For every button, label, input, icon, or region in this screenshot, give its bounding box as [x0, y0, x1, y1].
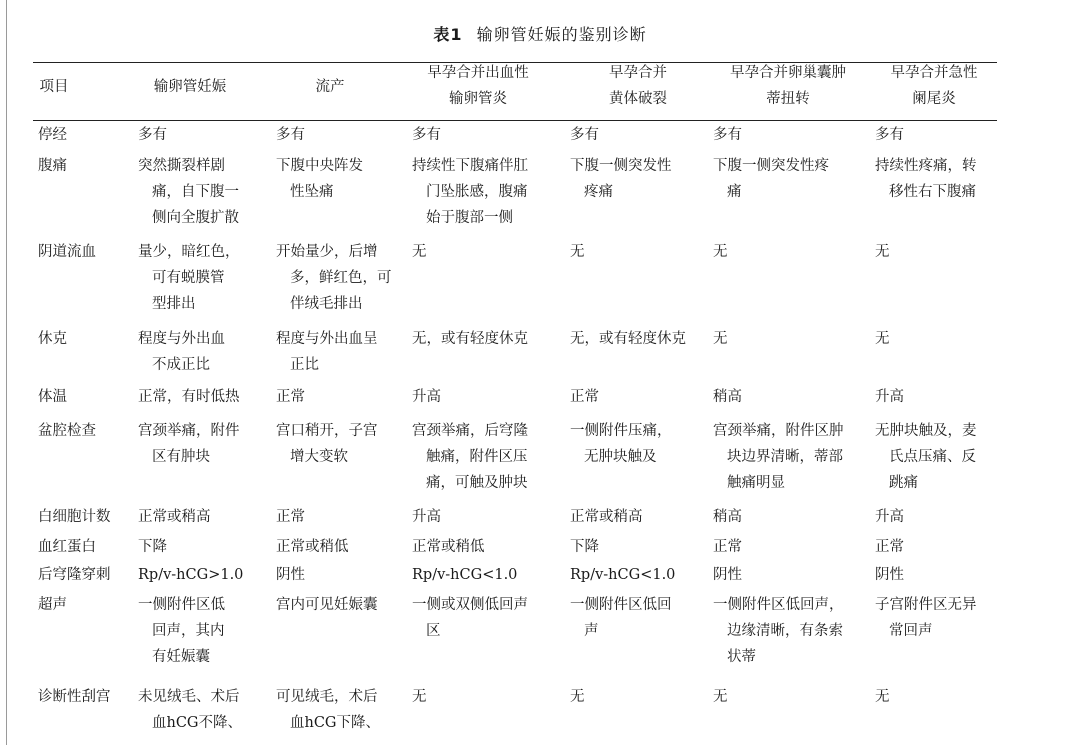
table-cell: 无 — [875, 689, 890, 705]
table-cell: 回声，其内 — [152, 623, 225, 639]
table-cell: 多有 — [713, 127, 742, 143]
table-cell: 无肿块触及 — [584, 449, 657, 465]
table-cell: 痛，自下腹一 — [152, 184, 239, 200]
table-cell: 状蒂 — [727, 649, 756, 665]
table-cell: 不成正比 — [152, 357, 210, 373]
table-cell: 正常 — [276, 389, 305, 405]
table-cell: 一侧附件区低回 — [570, 597, 672, 613]
row-label: 体温 — [38, 389, 67, 405]
table-cell: 正常 — [570, 389, 599, 405]
table-cell: 可有蜕膜管 — [152, 270, 225, 286]
table-cell: 正比 — [290, 357, 319, 373]
table-cell: 正常 — [875, 539, 904, 555]
table-cell: 正常，有时低热 — [138, 389, 240, 405]
table-cell: 常回声 — [889, 623, 933, 639]
table-number: 表1 — [433, 25, 463, 44]
table-cell: 正常或稍低 — [412, 539, 485, 555]
table-cell: 可见绒毛，术后 — [276, 689, 378, 705]
table-cell: 稍高 — [713, 509, 742, 525]
table-cell: 宫口稍开，子宫 — [276, 423, 378, 439]
table-cell: 宫颈举痛，附件区肿 — [713, 423, 844, 439]
table-cell: 下腹一侧突发性 — [570, 158, 672, 174]
table-cell: 升高 — [875, 389, 904, 405]
table-cell: 阴性 — [713, 567, 742, 583]
table-cell: 多有 — [412, 127, 441, 143]
table-cell: 持续性下腹痛伴肛 — [412, 158, 528, 174]
header-cell: 早孕合并急性 — [890, 65, 978, 81]
table-cell: 始于腹部一侧 — [426, 210, 513, 226]
table-cell: 无 — [570, 689, 585, 705]
row-label: 盆腔检查 — [38, 423, 96, 439]
table-cell: 无 — [713, 689, 728, 705]
table-cell: 稍高 — [713, 389, 742, 405]
table-cell: 多有 — [875, 127, 904, 143]
row-label: 阴道流血 — [38, 244, 96, 260]
table-cell: 下降 — [570, 539, 599, 555]
table-cell: 移性右下腹痛 — [889, 184, 976, 200]
row-label: 血红蛋白 — [38, 539, 96, 555]
table-cell: 痛 — [727, 184, 742, 200]
row-label: 超声 — [38, 597, 67, 613]
table-cell: 声 — [584, 623, 599, 639]
header-cell: 早孕合并 — [609, 65, 667, 81]
table-cell: 下腹一侧突发性疼 — [713, 158, 829, 174]
table-cell: 正常或稍高 — [570, 509, 643, 525]
table-cell: Rp/v-hCG<1.0 — [570, 567, 676, 583]
table-cell: 开始量少，后增 — [276, 244, 378, 260]
row-label: 后穹隆穿刺 — [38, 567, 111, 583]
table-cell: 正常或稍高 — [138, 509, 211, 525]
table-cell: 触痛明显 — [727, 475, 785, 491]
table-cell: 触痛，附件区压 — [426, 449, 528, 465]
table-cell: 未见绒毛、术后 — [138, 689, 240, 705]
table-cell: 无，或有轻度休克 — [570, 331, 686, 347]
table-cell: 增大变软 — [290, 449, 348, 465]
row-label: 休克 — [38, 331, 67, 347]
table-cell: 性坠痛 — [290, 184, 334, 200]
table-cell: 宫颈举痛，后穹隆 — [412, 423, 528, 439]
table-cell: 无 — [713, 244, 728, 260]
row-label: 停经 — [38, 127, 67, 143]
table-cell: 血hCG不降、 — [152, 715, 243, 731]
table-cell: 无 — [570, 244, 585, 260]
row-label: 诊断性刮宫 — [38, 689, 111, 705]
table-cell: 无 — [875, 331, 890, 347]
header-cell: 流产 — [315, 79, 345, 95]
table-cell: 宫颈举痛，附件 — [138, 423, 240, 439]
table-cell: 无 — [875, 244, 890, 260]
table-cell: Rp/v-hCG<1.0 — [412, 567, 518, 583]
table-cell: 程度与外出血呈 — [276, 331, 378, 347]
table-cell: 块边界清晰，蒂部 — [727, 449, 843, 465]
table-cell: 一侧附件区低 — [138, 597, 225, 613]
table-cell: 痛，可触及肿块 — [426, 475, 528, 491]
table-cell: 多，鲜红色，可 — [290, 270, 392, 286]
table-cell: 血hCG下降、 — [290, 715, 381, 731]
table-cell: 氏点压痛、反 — [889, 449, 976, 465]
table-cell: 无 — [713, 331, 728, 347]
table-cell: 无，或有轻度休克 — [412, 331, 528, 347]
table-cell: 区 — [426, 623, 441, 639]
table-cell: Rp/v-hCG>1.0 — [138, 567, 244, 583]
table-cell: 多有 — [276, 127, 305, 143]
row-label: 腹痛 — [38, 158, 67, 174]
table-cell: 型排出 — [152, 296, 196, 312]
table-cell: 边缘清晰，有条索 — [727, 623, 843, 639]
table-cell: 下腹中央阵发 — [276, 158, 363, 174]
table-cell: 下降 — [138, 539, 167, 555]
table-header-rule — [33, 120, 997, 121]
table-cell: 侧向全腹扩散 — [152, 210, 239, 226]
table-cell: 有妊娠囊 — [152, 649, 210, 665]
table-cell: 持续性疼痛，转 — [875, 158, 977, 174]
table-cell: 正常 — [713, 539, 742, 555]
table-cell: 疼痛 — [584, 184, 613, 200]
table-cell: 一侧附件压痛， — [570, 423, 672, 439]
header-cell: 项目 — [39, 79, 69, 95]
table-cell: 突然撕裂样剧 — [138, 158, 225, 174]
table-cell: 量少，暗红色， — [138, 244, 240, 260]
table-cell: 无 — [412, 689, 427, 705]
table-cell: 升高 — [875, 509, 904, 525]
table-cell: 阴性 — [276, 567, 305, 583]
table-cell: 正常或稍低 — [276, 539, 349, 555]
row-label: 白细胞计数 — [38, 509, 111, 525]
header-cell: 阑尾炎 — [912, 91, 956, 107]
table-cell: 无肿块触及，麦 — [875, 423, 977, 439]
table-cell: 多有 — [570, 127, 599, 143]
header-cell: 输卵管妊娠 — [153, 79, 227, 95]
table-cell: 阴性 — [875, 567, 904, 583]
table-cell: 跳痛 — [889, 475, 918, 491]
table-cell: 程度与外出血 — [138, 331, 225, 347]
table-cell: 多有 — [138, 127, 167, 143]
table-cell: 一侧或双侧低回声 — [412, 597, 528, 613]
table-cell: 门坠胀感，腹痛 — [426, 184, 528, 200]
table-cell: 正常 — [276, 509, 305, 525]
table-cell: 升高 — [412, 389, 441, 405]
table-caption — [0, 22, 1080, 45]
table-cell: 宫内可见妊娠囊 — [276, 597, 378, 613]
header-cell: 早孕合并卵巢囊肿 — [730, 65, 846, 81]
header-cell: 蒂扭转 — [766, 91, 810, 107]
page-edge-line — [6, 0, 7, 745]
header-cell: 早孕合并出血性 — [427, 65, 529, 81]
header-cell: 输卵管炎 — [449, 91, 507, 107]
header-cell: 黄体破裂 — [609, 91, 667, 107]
table-cell: 无 — [412, 244, 427, 260]
table-cell: 伴绒毛排出 — [290, 296, 363, 312]
table-title: 输卵管妊娠的鉴别诊断 — [476, 25, 647, 44]
table-cell: 升高 — [412, 509, 441, 525]
table-cell: 一侧附件区低回声， — [713, 597, 844, 613]
table-cell: 区有肿块 — [152, 449, 210, 465]
table-cell: 子宫附件区无异 — [875, 597, 977, 613]
